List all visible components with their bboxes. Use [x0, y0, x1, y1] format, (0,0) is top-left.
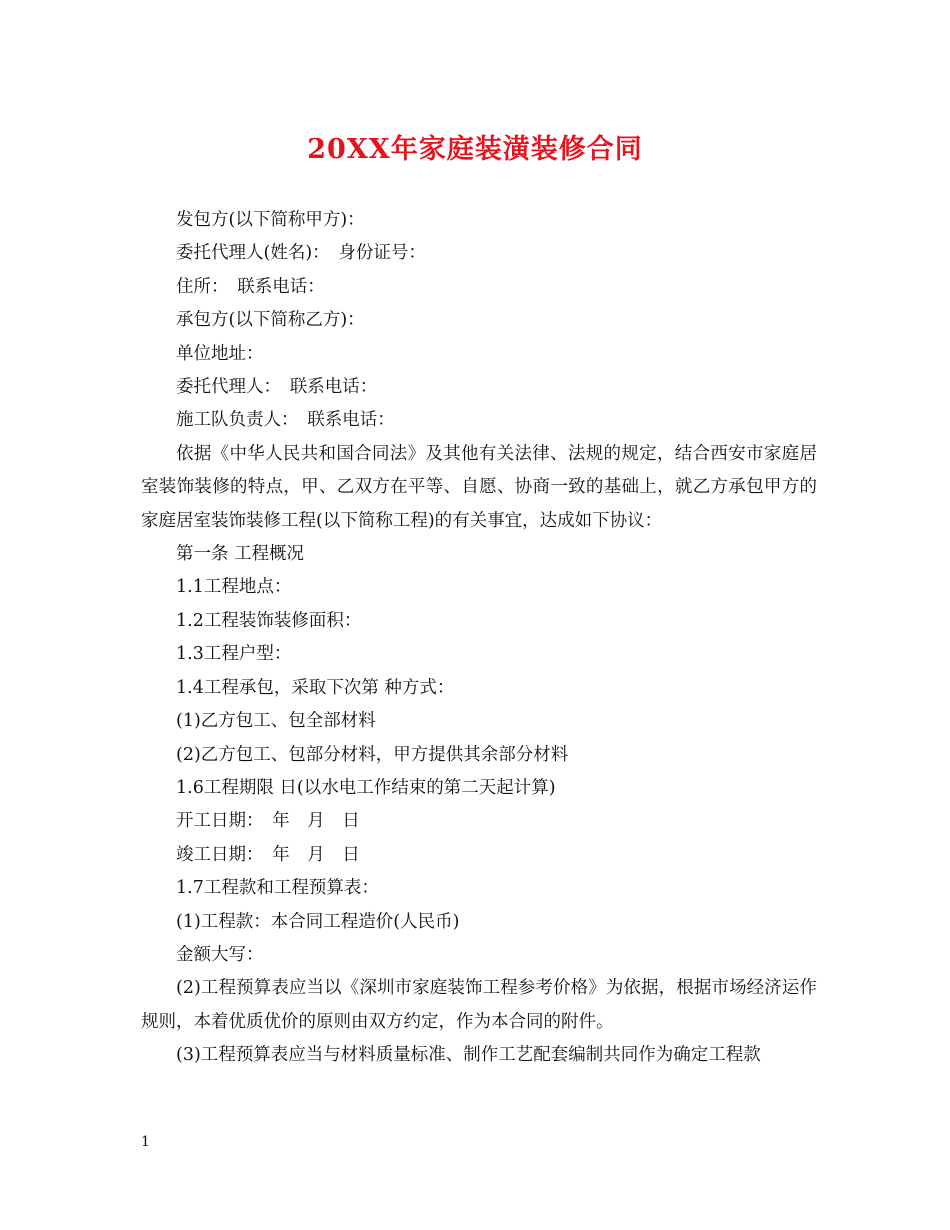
amount-in-words-line: 金额大写： [176, 944, 264, 965]
party-b-line: 承包方(以下简称乙方)： [176, 310, 365, 331]
page-number: 1 [141, 1134, 150, 1150]
document-body [141, 204, 817, 1073]
party-a-agent-line: 委托代理人(姓名)： 身份证号： [176, 243, 426, 264]
document-title: 20XX年家庭装潢装修合同 [307, 134, 643, 165]
clause-1-3: 1.3工程户型： [176, 644, 292, 665]
clause-1-1: 1.1工程地点： [176, 577, 292, 598]
clause-1-7-item-1: (1)工程款：本合同工程造价(人民币) [176, 911, 460, 932]
start-date-line: 开工日期： 年 月 日 [176, 811, 360, 832]
clause-1-6: 1.6工程期限 日(以水电工作结束的第二天起计算) [176, 777, 556, 798]
clause-1-7-item-3: (3)工程预算表应当与材料质量标准、制作工艺配套编制共同作为确定工程款 [176, 1045, 761, 1066]
party-a-line: 发包方(以下简称甲方)： [176, 210, 365, 230]
preamble-paragraph: 依据《中华人民共和国合同法》及其他有关法律、法规的规定，结合西安市家庭居室装饰装修的特点，甲、乙双方在平等、自愿、协商一致的基础上，就乙方承包甲方的家庭居室装饰装修工程(以下简称工程)的有关事宜，达成如下协议： [141, 443, 817, 531]
clause-1-4-option-1: (1)乙方包工、包全部材料 [176, 711, 376, 732]
party-b-agent-line: 委托代理人： 联系电话： [176, 377, 378, 398]
clause-1-4: 1.4工程承包，采取下次第 种方式： [176, 677, 455, 698]
clause-1-2: 1.2工程装饰装修面积： [176, 610, 362, 631]
completion-date-line: 竣工日期： 年 月 日 [176, 844, 360, 865]
clause-1-4-option-2: (2)乙方包工、包部分材料，甲方提供其余部分材料 [176, 744, 569, 765]
crew-leader-line: 施工队负责人： 联系电话： [176, 410, 395, 431]
clause-1-7-item-2: (2)工程预算表应当以《深圳市家庭装饰工程参考价格》为依据，根据市场经济运作规则，本着优质优价的原则由双方约定，作为本合同的附件。 [141, 978, 817, 1032]
party-b-address-line: 单位地址： [176, 343, 264, 364]
clause-1-7: 1.7工程款和工程预算表： [176, 878, 379, 899]
party-a-address-line: 住所： 联系电话： [176, 276, 325, 297]
article-heading: 第一条 工程概况 [176, 544, 305, 565]
